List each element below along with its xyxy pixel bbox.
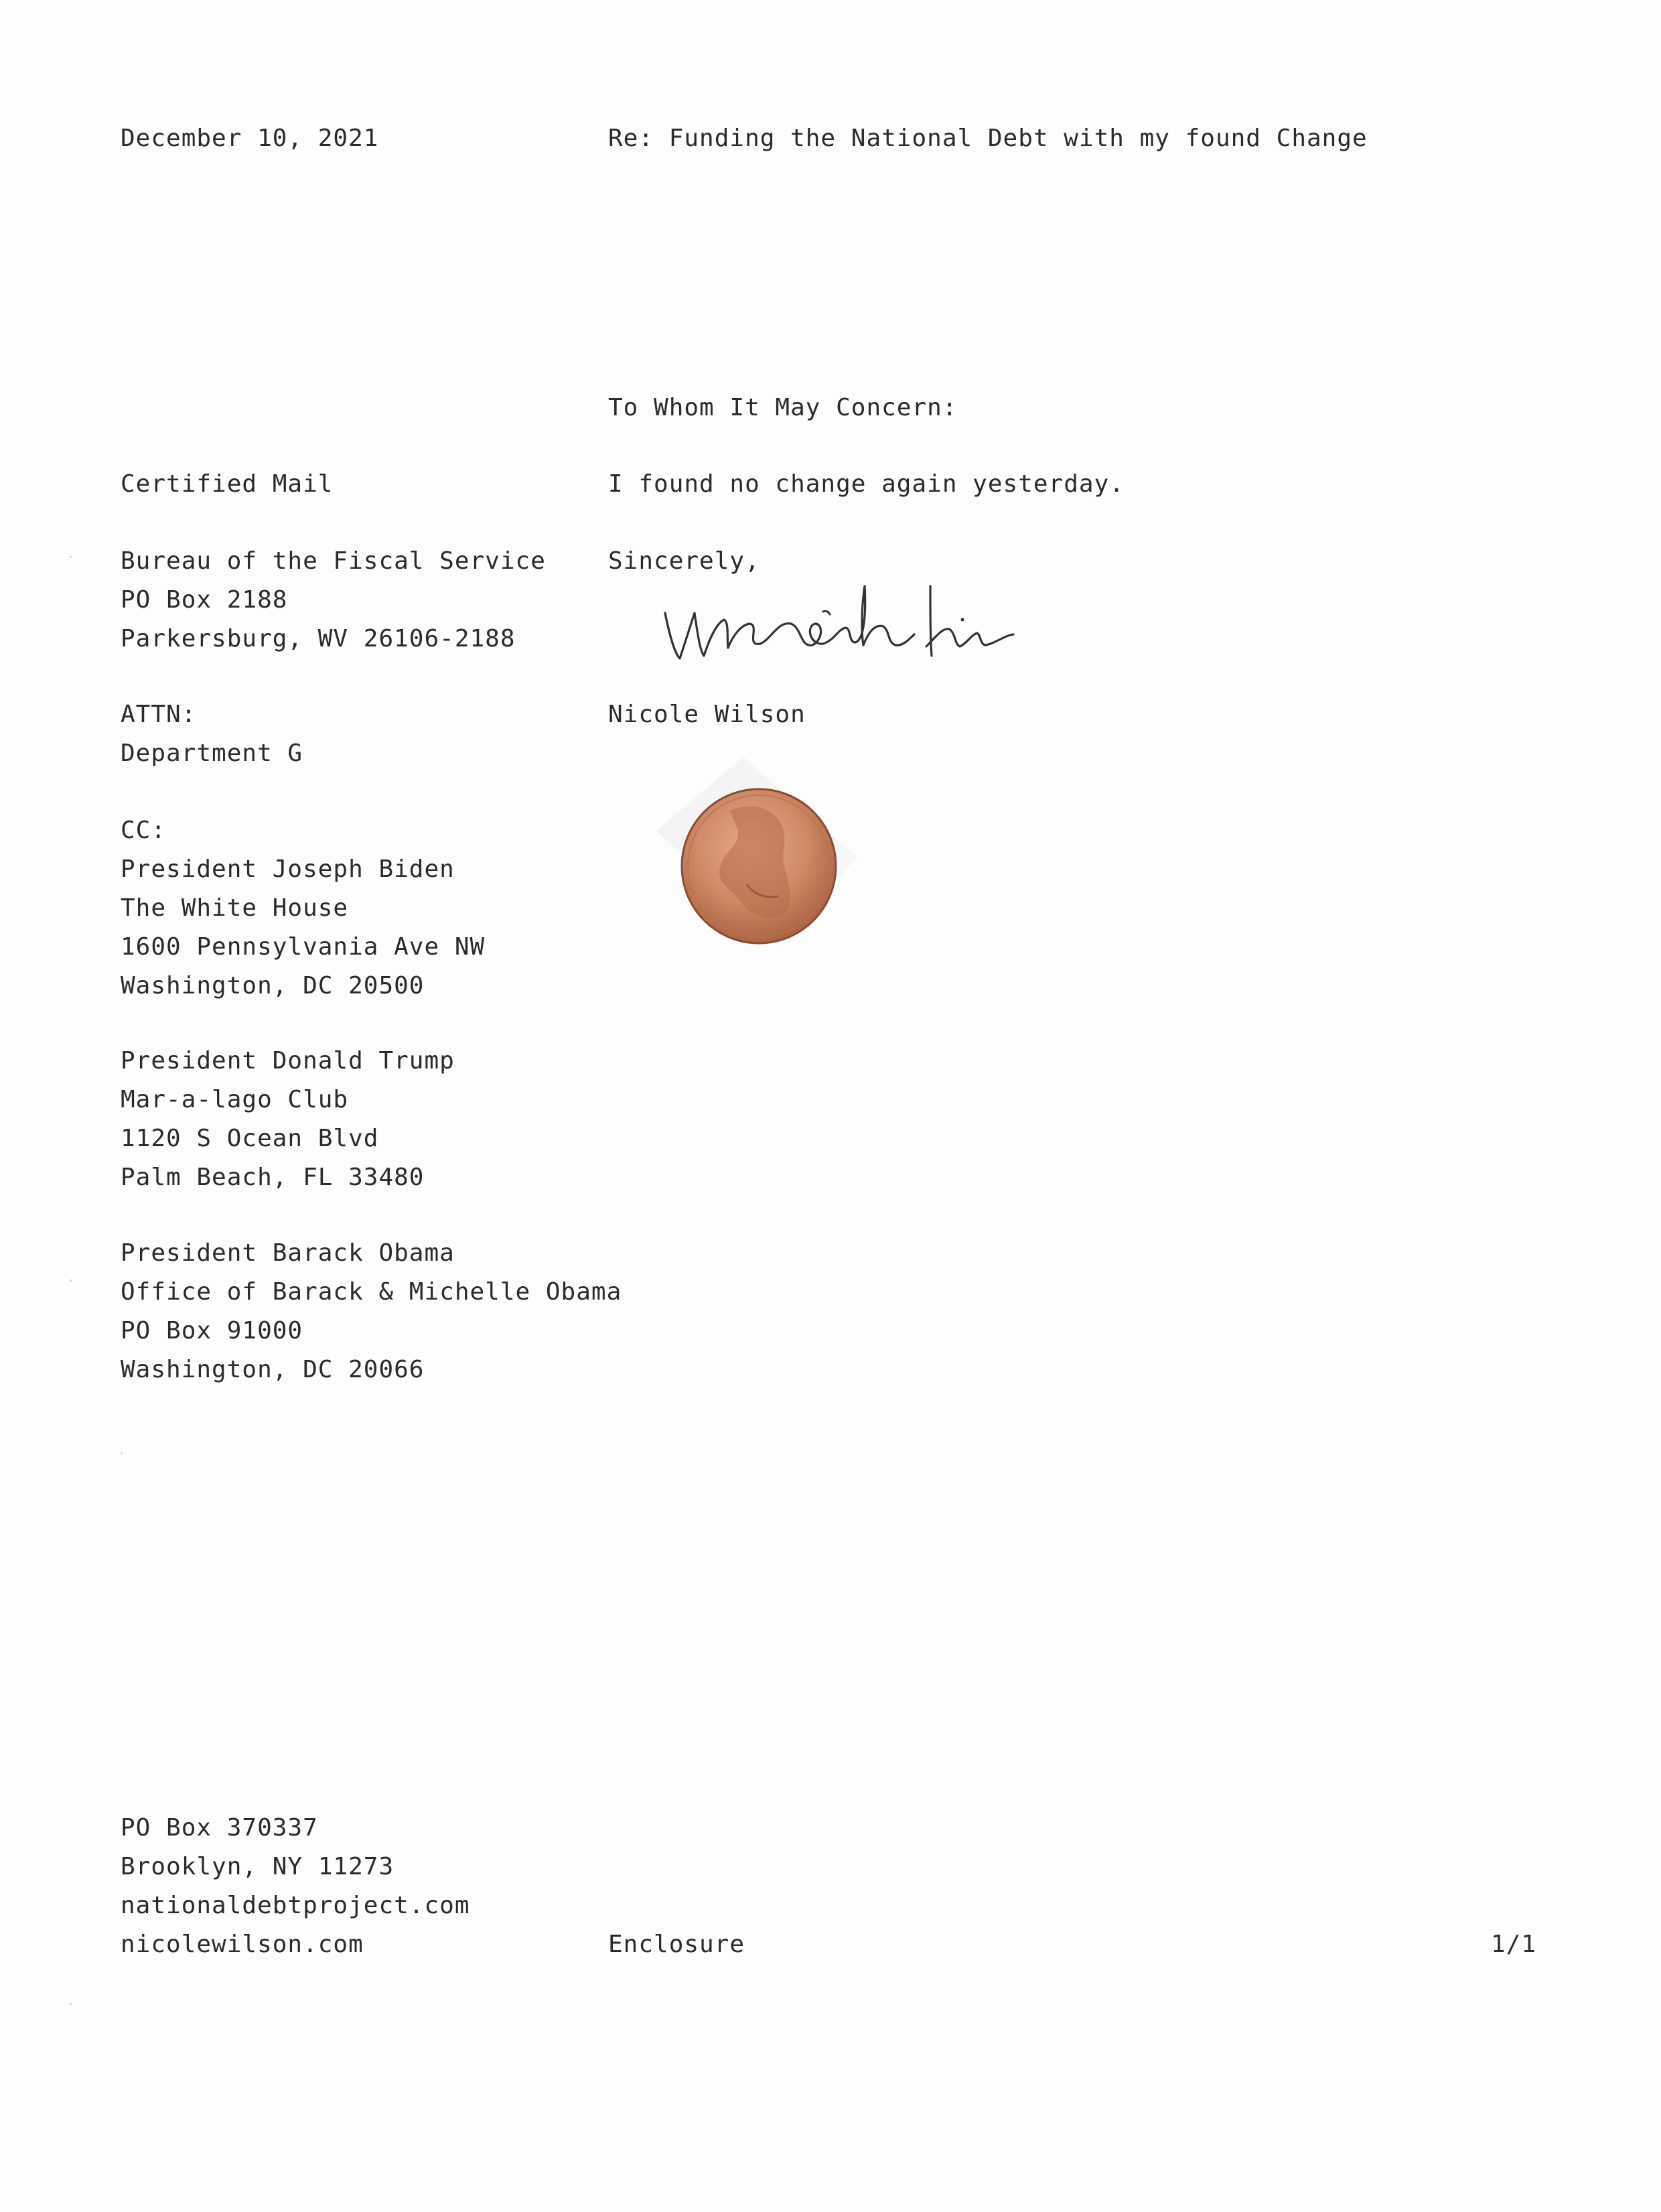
cc-address-line: President Barack Obama	[121, 1239, 455, 1267]
cc-address-line: PO Box 91000	[121, 1317, 303, 1344]
cc-address-line: Mar-a-lago Club	[121, 1086, 349, 1113]
letter-date: December 10, 2021	[121, 125, 379, 152]
sender-line: PO Box 370337	[121, 1814, 318, 1842]
mailing-method: Certified Mail	[121, 470, 334, 498]
cc-address-line: Office of Barack & Michelle Obama	[121, 1278, 622, 1306]
address-line: Parkersburg, WV 26106-2188	[121, 625, 516, 652]
cc-address-line: 1120 S Ocean Blvd	[121, 1125, 379, 1152]
closing: Sincerely,	[608, 547, 760, 575]
scan-speck	[121, 1452, 123, 1454]
cc-recipient-block	[121, 1234, 622, 1389]
cc-label: CC:	[121, 817, 167, 844]
scan-speck	[70, 556, 72, 558]
signer-name: Nicole Wilson	[608, 701, 806, 728]
cc-recipient-block	[121, 1042, 455, 1197]
sender-website: nicolewilson.com	[121, 1931, 364, 1958]
attention-value: Department G	[121, 740, 303, 767]
cc-address-line: President Donald Trump	[121, 1047, 455, 1075]
enclosed-penny-image	[630, 744, 884, 985]
sender-line: Brooklyn, NY 11273	[121, 1853, 394, 1880]
sender-address	[121, 1809, 470, 1964]
scan-speck	[70, 1280, 72, 1282]
salutation: To Whom It May Concern:	[608, 394, 958, 421]
cc-address-line: The White House	[121, 894, 349, 922]
handwritten-signature	[660, 573, 1021, 673]
letter-subject: Re: Funding the National Debt with my found Change	[608, 125, 1368, 152]
address-line: Bureau of the Fiscal Service	[121, 547, 546, 575]
address-line: PO Box 2188	[121, 586, 288, 614]
cc-block	[121, 811, 485, 1006]
body-text: I found no change again yesterday.	[608, 470, 1125, 498]
enclosure-label: Enclosure	[608, 1931, 745, 1958]
page-number: 1/1	[1491, 1931, 1537, 1958]
cc-address-line: Washington, DC 20066	[121, 1356, 425, 1383]
attention-label: ATTN:	[121, 701, 197, 728]
attention-block	[121, 695, 303, 773]
scan-speck	[70, 2003, 72, 2005]
cc-address-line: President Joseph Biden	[121, 855, 455, 883]
sender-website: nationaldebtproject.com	[121, 1892, 470, 1919]
cc-address-line: Palm Beach, FL 33480	[121, 1164, 425, 1191]
cc-address-line: 1600 Pennsylvania Ave NW	[121, 933, 486, 961]
cc-address-line: Washington, DC 20500	[121, 972, 425, 999]
recipient-address	[121, 542, 546, 659]
